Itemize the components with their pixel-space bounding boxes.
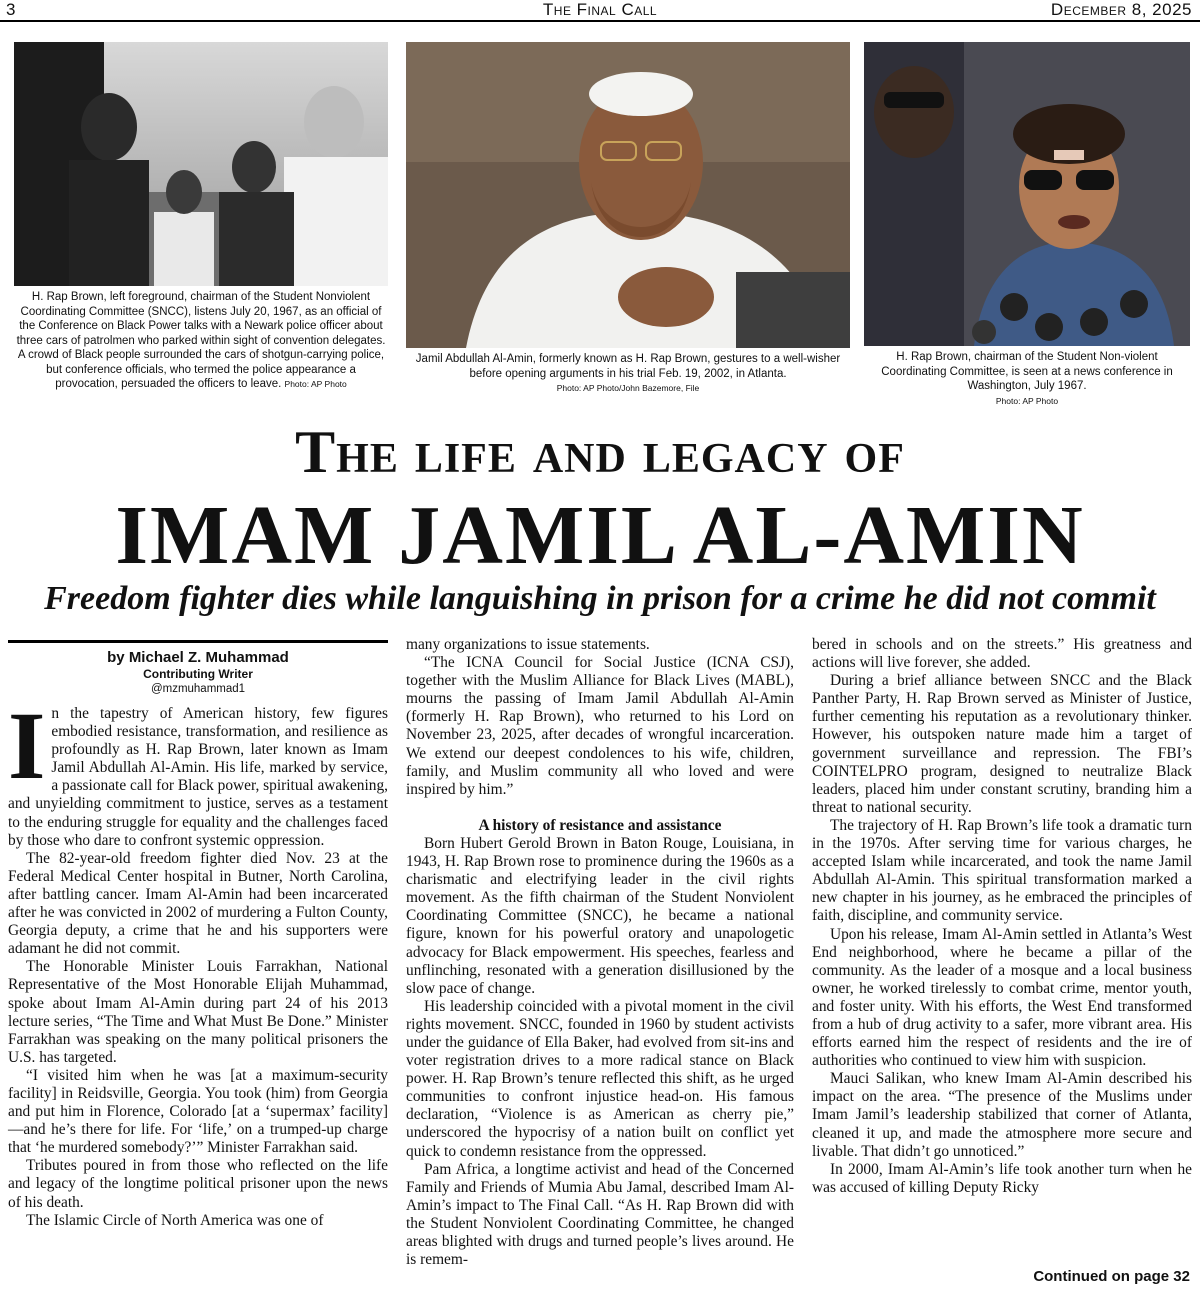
subhead: A history of resistance and assistance bbox=[478, 816, 722, 834]
photo-2-credit: Photo: AP Photo/John Bazemore, File bbox=[556, 383, 700, 393]
paragraph: Born Hubert Gerold Brown in Baton Rouge, Louisiana, in 1943, H. Rap Brown rose to prominence during the 1960s as a charismatic and electrifying leader in the civil rights movement. As the fifth chairman of the Student Nonviolent Coordinating Committee (SNCC), he became a national figure, known for his powerful oratory and unapologetic advocacy for Black empowerment. His speeches, fearless and unflinching, resonated with a generation disillusioned by the slow pace of change. bbox=[406, 834, 794, 997]
article-column-2 bbox=[406, 636, 794, 1269]
headline-deck: Freedom fighter dies while languishing in prison for a crime he did not commit bbox=[44, 580, 1156, 617]
photo-3-credit: Photo: AP Photo bbox=[995, 395, 1059, 406]
article-column-3 bbox=[812, 636, 1192, 1197]
photo-3-image bbox=[864, 42, 1190, 346]
photo-newark-conference bbox=[14, 42, 388, 286]
page-number: 3 bbox=[6, 0, 16, 19]
continued-link[interactable]: Continued on page 32 bbox=[1033, 1268, 1190, 1285]
author-name: by Michael Z. Muhammad bbox=[107, 649, 289, 666]
photo-2-caption: Jamil Abdullah Al-Amin, formerly known as H. Rap Brown, gestures to a well-wisher before opening arguments in his trial Feb. 19, 2002, in Atlanta. Photo: AP Photo/John Bazemore, File bbox=[415, 353, 841, 393]
author-role: Contributing Writer bbox=[143, 667, 253, 681]
paragraph: Tributes poured in from those who reflected on the life and legacy of the longtime political prisoner upon the news of his death. bbox=[8, 1157, 388, 1211]
paragraph: The 82-year-old freedom fighter died Nov. 23 at the Federal Medical Center hospital in Butner, North Carolina, after battling cancer. Imam Al-Amin had been incarcerated after he was convicted in 2002 of murdering a Fulton County, Georgia deputy, a crime that he and his supporters were adamant he did not commit. bbox=[8, 849, 388, 958]
photo-1-caption: H. Rap Brown, left foreground, chairman of the Student Nonviolent Coordinating Committee (SNCC), listens July 20, 1967, as an official of the Conference on Black Power talks with a Newark police officer about three cars of patrolmen who parked within sight of convention delegates. A crowd of Black people surrounded the cars of shotgun-carrying police, but conference officials, who termed the police appearance a provocation, persuaded the officers to leave. Photo: AP Photo bbox=[16, 291, 386, 390]
paragraph: The Islamic Circle of North America was one of bbox=[26, 1211, 324, 1229]
photo-al-amin-trial bbox=[406, 42, 850, 348]
photo-1-credit: Photo: AP Photo bbox=[284, 379, 347, 389]
author-handle: @mzmuhammad1 bbox=[150, 683, 246, 695]
paragraph: Mauci Salikan, who knew Imam Al-Amin described his impact on the area. “The presence of the Muslims under Imam Jamil’s leadership stabilized that corner of Atlanta, cleaned it up, and made the atmosphere more secure and livable. That didn’t go unnoticed.” bbox=[812, 1070, 1192, 1160]
paragraph: n the tapestry of American history, few figures embodied resistance, transformation, and resilience as profoundly as H. Rap Brown, later known as Imam Jamil Abdullah Al-Amin. His life, marked by service, a passionate call for Black power, spiritual awakening, and unyielding commitment to justice, serves as a testament to the enduring struggle for equality and the challenges faced by those who dare to confront systemic oppression. bbox=[8, 705, 388, 849]
paragraph: The trajectory of H. Rap Brown’s life took a dramatic turn in the 1970s. After serving time for various charges, he accepted Islam while incarcerated, and took the name Jamil Abdullah Al-Amin. This spiritual transformation marked a new chapter in his journey, as he embraced the principles of faith, discipline, and community service. bbox=[812, 816, 1192, 925]
paragraph: The Honorable Minister Louis Farrakhan, National Representative of the Most Honorable Elijah Muhammad, spoke about Imam Al-Amin during part 24 of his 2013 lecture series, “The Time and What Must Be Done.” Minister Farrakhan was speaking on the many political prisoners the U.S. has targeted. bbox=[8, 958, 388, 1066]
paragraph: “I visited him when he was [at a maximum-security facility] in Reidsville, Georgia. You took (him) from Georgia and put him in Florence, Colorado [at a ‘supermax’ facility]—and he’s there for life. For ‘life,’ on a trumped-up charge that ‘he murdered somebody?’” Minister Farrakhan said. bbox=[8, 1066, 388, 1157]
paragraph: Upon his release, Imam Al-Amin settled in Atlanta’s West End neighborhood, where he became a pillar of the community. As the leader of a mosque and a local business owner, he worked tirelessly to combat crime, mentor youth, and foster unity. With his efforts, the West End transformed from a hub of drug activity to a safer, more vibrant area. His efforts earned him the respect of residents and the ire of authorities who continued to view him with suspicion. bbox=[812, 925, 1192, 1070]
paragraph: many organizations to issue statements. bbox=[406, 636, 650, 653]
paragraph: Pam Africa, a longtime activist and head of the Concerned Family and Friends of Mumia Abu Jamal, described Imam Al-Amin’s impact to The Final Call. “As H. Rap Brown did with the Student Nonviolent Coordinating Committee, he changed areas blighted with drugs and turned people’s lives around. He is remem- bbox=[406, 1160, 794, 1269]
paragraph: bered in schools and on the streets.” His greatness and actions will live forever, she added. bbox=[812, 636, 1192, 672]
drop-cap: I bbox=[8, 692, 46, 799]
headline-line-2: IMAM JAMIL AL-AMIN bbox=[115, 489, 1085, 582]
paragraph: In 2000, Imam Al-Amin’s life took another turn when he was accused of killing Deputy Ricky bbox=[812, 1160, 1192, 1196]
page-header bbox=[0, 0, 1200, 22]
byline bbox=[8, 640, 388, 697]
paragraph: “The ICNA Council for Social Justice (ICNA CSJ), together with the Muslim Alliance for Black Lives (MABL), mourns the passing of Imam Jamil Abdullah Al-Amin (formerly H. Rap Brown), who returned to his Lord on November 23, 2025, after decades of wrongful incarceration. We extend our deepest condolences to his wife, children, family, and Muslim community all who loved and were inspired by him.” bbox=[406, 654, 794, 798]
article-column-1 bbox=[8, 636, 388, 1230]
issue-date: December 8, 2025 bbox=[1050, 0, 1192, 19]
paper-name: The Final Call bbox=[542, 0, 658, 19]
photo-2-image bbox=[406, 42, 850, 348]
paragraph: His leadership coincided with a pivotal moment in the civil rights movement. SNCC, founded in 1960 by student activists under the guidance of Ella Baker, had evolved from sit-ins and voter registration drives to a more radical stance on Black power. H. Rap Brown’s tenure reflected this shift, as he urged communities to confront injustice head-on. His famous declaration, “Violence is as American as cherry pie,” underscored the hypocrisy of a nation built on conflict yet quick to condemn resistance from the oppressed. bbox=[406, 997, 794, 1160]
photo-news-conference bbox=[864, 42, 1190, 346]
headline-line-1: The life and legacy of bbox=[295, 419, 905, 485]
paragraph: During a brief alliance between SNCC and the Black Panther Party, H. Rap Brown served as Minister of Justice, further cementing his reputation as a revolutionary thinker. However, his outspoken nature made him a target of government surveillance and repression. The FBI’s COINTELPRO program, designed to neutralize Black leaders, placed him under constant scrutiny, branding him a threat to national security. bbox=[812, 672, 1192, 816]
photo-1-image bbox=[14, 42, 388, 286]
photo-3-caption: H. Rap Brown, chairman of the Student Non-violent Coordinating Committee, is seen at a news conference in Washington, July 1967. Photo: AP Photo bbox=[881, 351, 1173, 406]
